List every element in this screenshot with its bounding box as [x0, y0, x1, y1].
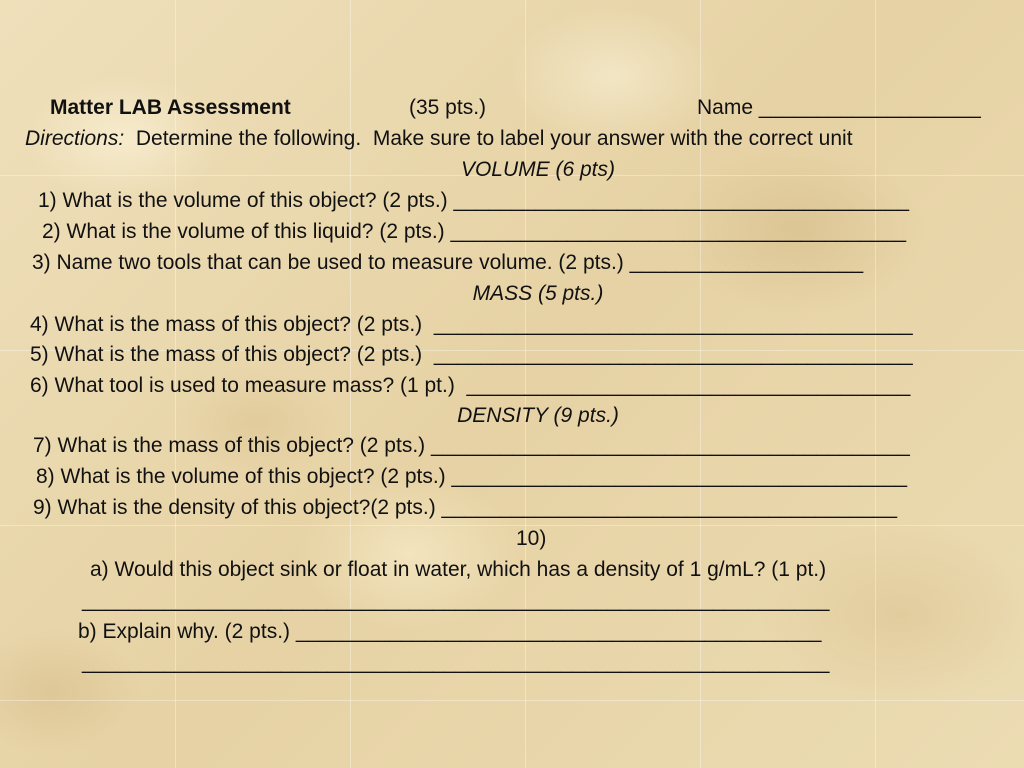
question-10: 10) [516, 527, 547, 550]
question-10b: b) Explain why. (2 pts.) _____________________________________________ [78, 620, 822, 643]
answer-line-10b: ________________________________________________________________ [82, 651, 830, 674]
name-field-label: Name ___________________ [697, 96, 981, 119]
question-4: 4) What is the mass of this object? (2 pts.) _________________________________________ [30, 313, 913, 336]
question-10a: a) Would this object sink or float in water, which has a density of 1 g/mL? (1 pt.) [90, 558, 827, 581]
directions-text: Determine the following. Make sure to label your answer with the correct unit [135, 127, 853, 150]
section-heading-volume: VOLUME (6 pts) [460, 158, 616, 181]
directions [25, 126, 853, 152]
question-2: 2) What is the volume of this liquid? (2 pts.) _______________________________________ [42, 220, 906, 243]
question-3: 3) Name two tools that can be used to measure volume. (2 pts.) ____________________ [32, 251, 864, 274]
directions-label: Directions: [25, 127, 125, 150]
question-6: 6) What tool is used to measure mass? (1 pt.) ______________________________________ [30, 374, 911, 397]
question-7: 7) What is the mass of this object? (2 pts.) _________________________________________ [33, 434, 910, 457]
section-heading-density: DENSITY (9 pts.) [457, 404, 619, 427]
question-9: 9) What is the density of this object?(2 pts.) _______________________________________ [33, 496, 898, 519]
question-1: 1) What is the volume of this object? (2 pts.) _______________________________________ [38, 189, 909, 212]
question-5: 5) What is the mass of this object? (2 pts.) _________________________________________ [30, 343, 913, 366]
points-total: (35 pts.) [409, 96, 487, 119]
answer-line-10a: ________________________________________________________________ [82, 589, 830, 612]
question-8: 8) What is the volume of this object? (2 pts.) _______________________________________ [36, 465, 907, 488]
section-heading-mass: MASS (5 pts.) [472, 282, 604, 305]
document-title: Matter LAB Assessment [50, 96, 291, 119]
